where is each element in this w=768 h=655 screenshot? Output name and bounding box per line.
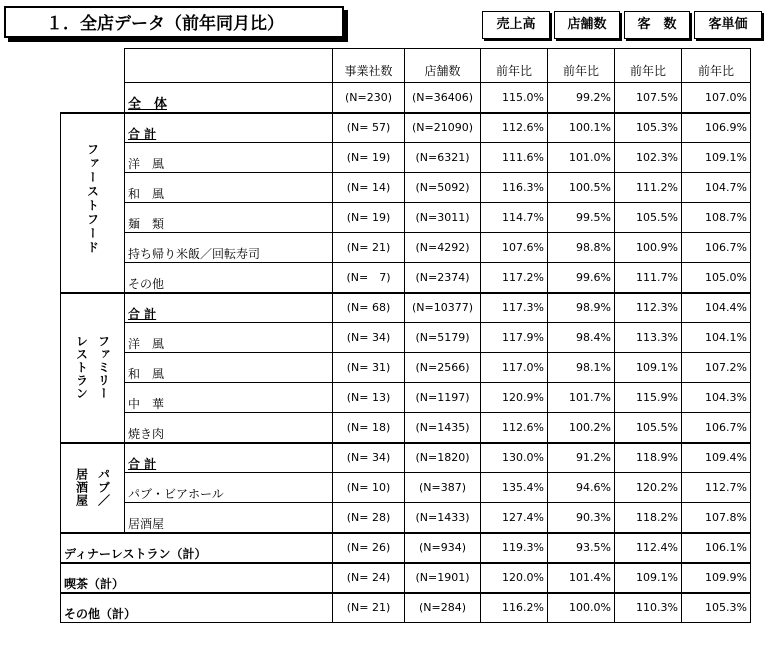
table-row <box>61 233 751 263</box>
legend-stores: 店舗数 <box>554 11 620 39</box>
yoy-stores-cell: 101.0% <box>548 143 615 173</box>
yoy-sales-cell: 117.2% <box>481 263 548 293</box>
stores-cell: (N=6321) <box>405 143 481 173</box>
yoy-customers-cell: 115.9% <box>615 383 682 413</box>
yoy-stores-cell: 99.5% <box>548 203 615 233</box>
companies-cell: (N= 34) <box>333 323 405 353</box>
companies-cell: (N= 26) <box>333 533 405 563</box>
other-label <box>61 593 333 623</box>
yoy-sales-cell: 107.6% <box>481 233 548 263</box>
row-label <box>125 293 333 323</box>
yoy-stores-cell: 100.0% <box>548 593 615 623</box>
stores-cell: (N=1435) <box>405 413 481 443</box>
yoy-sales-cell: 119.3% <box>481 533 548 563</box>
yoy-unit-price-cell: 107.8% <box>682 503 751 533</box>
other-label <box>61 563 333 593</box>
yoy-unit-price-cell: 106.7% <box>682 413 751 443</box>
row-label <box>125 383 333 413</box>
group-label-2 <box>61 443 125 533</box>
yoy-unit-price-cell: 106.7% <box>682 233 751 263</box>
total-stores: (N=36406) <box>405 83 481 113</box>
yoy-unit-price-cell: 104.1% <box>682 323 751 353</box>
header-yoy-customers: 前年比 <box>615 49 682 83</box>
yoy-sales-cell: 117.3% <box>481 293 548 323</box>
yoy-unit-price-cell: 104.7% <box>682 173 751 203</box>
yoy-stores-cell: 91.2% <box>548 443 615 473</box>
row-label-text: パブ・ビアホール <box>128 487 224 501</box>
yoy-customers-cell: 111.2% <box>615 173 682 203</box>
row-label <box>125 503 333 533</box>
yoy-unit-price-cell: 108.7% <box>682 203 751 233</box>
row-label-text: 焼き肉 <box>128 426 165 441</box>
yoy-sales-cell: 112.6% <box>481 113 548 143</box>
yoy-stores-cell: 93.5% <box>548 533 615 563</box>
yoy-unit-price-cell: 112.7% <box>682 473 751 503</box>
row-label-text: 合 計 <box>128 457 157 471</box>
row-label <box>125 263 333 293</box>
row-label-text: 和 風 <box>128 187 165 201</box>
total-yoy-stores: 99.2% <box>548 83 615 113</box>
yoy-stores-cell: 94.6% <box>548 473 615 503</box>
table-row <box>61 443 751 473</box>
yoy-customers-cell: 113.3% <box>615 323 682 353</box>
companies-cell: (N= 34) <box>333 443 405 473</box>
page-title: １．全店データ（前年同月比） <box>4 6 344 38</box>
group-name: ファーストフード <box>85 143 100 255</box>
row-label <box>125 143 333 173</box>
yoy-sales-cell: 127.4% <box>481 503 548 533</box>
stores-cell: (N=5179) <box>405 323 481 353</box>
yoy-unit-price-cell: 107.2% <box>682 353 751 383</box>
row-label-text: 持ち帰り米飯／回転寿司 <box>128 247 261 261</box>
table-row <box>61 143 751 173</box>
yoy-customers-cell: 110.3% <box>615 593 682 623</box>
companies-cell: (N= 57) <box>333 113 405 143</box>
companies-cell: (N= 21) <box>333 593 405 623</box>
table-row <box>61 203 751 233</box>
group-name-line: レストラン <box>74 335 89 400</box>
group-name-line: ファミリー <box>96 335 111 400</box>
companies-cell: (N= 13) <box>333 383 405 413</box>
total-yoy-unit-price: 107.0% <box>682 83 751 113</box>
header-stores: 店舗数 <box>405 49 481 83</box>
table-row <box>61 383 751 413</box>
stores-cell: (N=2374) <box>405 263 481 293</box>
row-label <box>125 173 333 203</box>
total-yoy-sales: 115.0% <box>481 83 548 113</box>
row-label <box>125 473 333 503</box>
yoy-stores-cell: 99.6% <box>548 263 615 293</box>
yoy-customers-cell: 100.9% <box>615 233 682 263</box>
row-label-text: 合 計 <box>128 127 157 141</box>
table-row <box>61 323 751 353</box>
yoy-sales-cell: 117.0% <box>481 353 548 383</box>
stores-cell: (N=21090) <box>405 113 481 143</box>
row-label-text: 和 風 <box>128 367 165 381</box>
row-label-text: 麺 類 <box>128 217 165 231</box>
header-yoy-unit-price: 前年比 <box>682 49 751 83</box>
yoy-stores-cell: 100.2% <box>548 413 615 443</box>
yoy-stores-cell: 100.5% <box>548 173 615 203</box>
yoy-sales-cell: 112.6% <box>481 413 548 443</box>
yoy-stores-cell: 101.4% <box>548 563 615 593</box>
group-name-line: 居酒屋 <box>74 468 89 507</box>
yoy-unit-price-cell: 106.1% <box>682 533 751 563</box>
companies-cell: (N= 7) <box>333 263 405 293</box>
header-yoy-sales: 前年比 <box>481 49 548 83</box>
stores-cell: (N=387) <box>405 473 481 503</box>
companies-cell: (N= 21) <box>333 233 405 263</box>
row-label-text: その他（計） <box>64 607 137 621</box>
yoy-unit-price-cell: 109.9% <box>682 563 751 593</box>
row-label-text: 合 計 <box>128 307 157 321</box>
yoy-customers-cell: 112.4% <box>615 533 682 563</box>
total-row <box>61 83 751 113</box>
row-label-text: 洋 風 <box>128 337 165 351</box>
yoy-stores-cell: 101.7% <box>548 383 615 413</box>
yoy-sales-cell: 135.4% <box>481 473 548 503</box>
yoy-customers-cell: 102.3% <box>615 143 682 173</box>
companies-cell: (N= 68) <box>333 293 405 323</box>
group-label-1 <box>61 293 125 443</box>
row-label-text: その他 <box>128 276 165 291</box>
companies-cell: (N= 19) <box>333 203 405 233</box>
table-row <box>61 563 751 593</box>
total-companies: (N=230) <box>333 83 405 113</box>
yoy-unit-price-cell: 104.3% <box>682 383 751 413</box>
table-row <box>61 173 751 203</box>
companies-cell: (N= 18) <box>333 413 405 443</box>
yoy-stores-cell: 98.1% <box>548 353 615 383</box>
header-companies: 事業社数 <box>333 49 405 83</box>
yoy-unit-price-cell: 104.4% <box>682 293 751 323</box>
stores-cell: (N=1433) <box>405 503 481 533</box>
companies-cell: (N= 19) <box>333 143 405 173</box>
stores-cell: (N=1820) <box>405 443 481 473</box>
yoy-sales-cell: 120.9% <box>481 383 548 413</box>
companies-cell: (N= 31) <box>333 353 405 383</box>
yoy-sales-cell: 111.6% <box>481 143 548 173</box>
row-label-text: 中 華 <box>128 397 165 411</box>
stores-cell: (N=10377) <box>405 293 481 323</box>
yoy-unit-price-cell: 109.1% <box>682 143 751 173</box>
row-label-text: 洋 風 <box>128 157 165 171</box>
yoy-customers-cell: 109.1% <box>615 563 682 593</box>
stores-cell: (N=1197) <box>405 383 481 413</box>
row-label <box>125 443 333 473</box>
header-corner <box>61 49 125 83</box>
yoy-stores-cell: 98.8% <box>548 233 615 263</box>
yoy-stores-cell: 100.1% <box>548 113 615 143</box>
yoy-sales-cell: 114.7% <box>481 203 548 233</box>
yoy-customers-cell: 109.1% <box>615 353 682 383</box>
stores-cell: (N=2566) <box>405 353 481 383</box>
yoy-customers-cell: 111.7% <box>615 263 682 293</box>
total-yoy-customers: 107.5% <box>615 83 682 113</box>
yoy-customers-cell: 118.9% <box>615 443 682 473</box>
header-label-cell <box>125 49 333 83</box>
table-row <box>61 413 751 443</box>
legend-sales: 売上高 <box>482 11 550 39</box>
yoy-customers-cell: 112.3% <box>615 293 682 323</box>
yoy-stores-cell: 90.3% <box>548 503 615 533</box>
yoy-sales-cell: 120.0% <box>481 563 548 593</box>
stores-cell: (N=1901) <box>405 563 481 593</box>
table-row <box>61 293 751 323</box>
yoy-stores-cell: 98.9% <box>548 293 615 323</box>
table-row <box>61 113 751 143</box>
stores-cell: (N=934) <box>405 533 481 563</box>
stores-cell: (N=5092) <box>405 173 481 203</box>
legend-customers: 客 数 <box>624 11 690 39</box>
stores-cell: (N=284) <box>405 593 481 623</box>
yoy-sales-cell: 117.9% <box>481 323 548 353</box>
table-row <box>61 353 751 383</box>
yoy-sales-cell: 130.0% <box>481 443 548 473</box>
total-label: 全 体 <box>125 83 333 113</box>
yoy-customers-cell: 105.5% <box>615 203 682 233</box>
row-label-text: 喫茶（計） <box>64 576 125 591</box>
yoy-unit-price-cell: 105.0% <box>682 263 751 293</box>
store-data-table <box>60 48 751 623</box>
table-row <box>61 533 751 563</box>
table-row <box>61 473 751 503</box>
legend-unit-price: 客単価 <box>694 11 762 39</box>
header-row <box>61 49 751 83</box>
yoy-sales-cell: 116.3% <box>481 173 548 203</box>
companies-cell: (N= 14) <box>333 173 405 203</box>
yoy-customers-cell: 105.5% <box>615 413 682 443</box>
yoy-unit-price-cell: 105.3% <box>682 593 751 623</box>
yoy-customers-cell: 105.3% <box>615 113 682 143</box>
companies-cell: (N= 24) <box>333 563 405 593</box>
table-row <box>61 593 751 623</box>
row-label-text: 居酒屋 <box>128 516 165 531</box>
companies-cell: (N= 10) <box>333 473 405 503</box>
row-label <box>125 203 333 233</box>
row-label-text: ディナーレストラン（計） <box>64 546 207 561</box>
yoy-sales-cell: 116.2% <box>481 593 548 623</box>
row-label <box>125 413 333 443</box>
row-label <box>125 323 333 353</box>
header-yoy-stores: 前年比 <box>548 49 615 83</box>
yoy-unit-price-cell: 106.9% <box>682 113 751 143</box>
stores-cell: (N=4292) <box>405 233 481 263</box>
other-label <box>61 533 333 563</box>
table-row <box>61 263 751 293</box>
yoy-unit-price-cell: 109.4% <box>682 443 751 473</box>
stores-cell: (N=3011) <box>405 203 481 233</box>
row-label <box>125 353 333 383</box>
group-label-0 <box>61 113 125 293</box>
yoy-stores-cell: 98.4% <box>548 323 615 353</box>
row-label <box>125 113 333 143</box>
table-row <box>61 503 751 533</box>
row-label <box>125 233 333 263</box>
yoy-customers-cell: 118.2% <box>615 503 682 533</box>
group-name-line: パブ／ <box>96 468 111 507</box>
yoy-customers-cell: 120.2% <box>615 473 682 503</box>
companies-cell: (N= 28) <box>333 503 405 533</box>
